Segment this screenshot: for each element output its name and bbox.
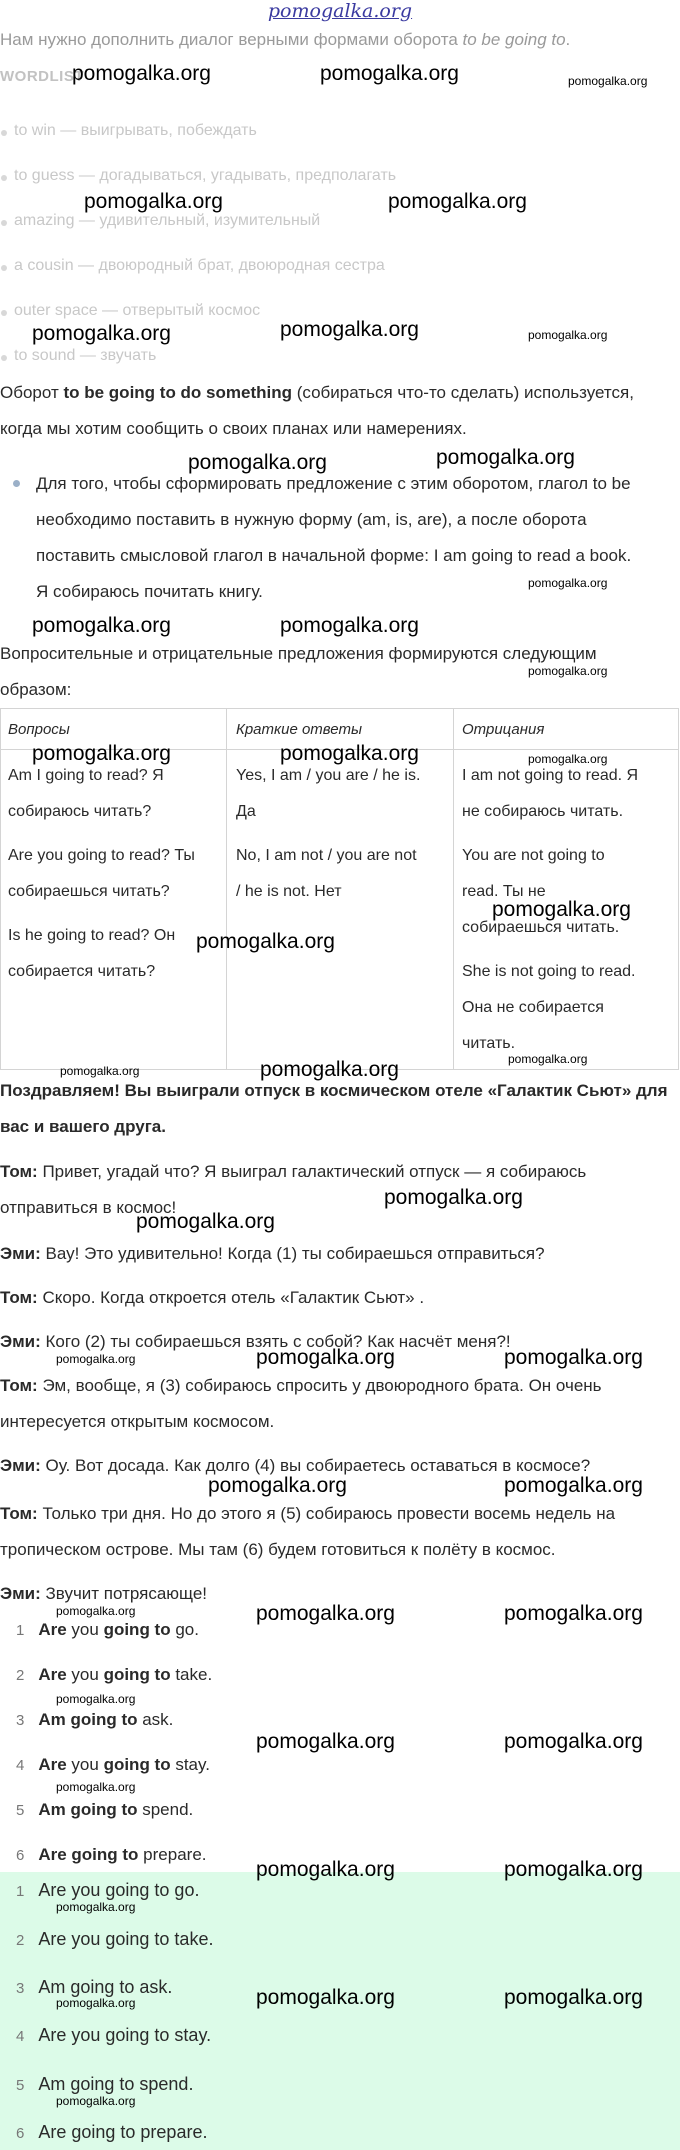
wordlist-item: to win — выигрывать, побеждать [14, 122, 257, 139]
wordlist-item: to guess — догадываться, угадывать, предполагать [14, 167, 397, 184]
watermark-text: pomogalka.org [568, 74, 648, 88]
watermark-text: pomogalka.org [260, 1058, 399, 1081]
watermark-text: pomogalka.org [84, 190, 223, 213]
watermark-text: pomogalka.org [280, 742, 419, 765]
watermark-text: pomogalka.org [504, 1858, 643, 1881]
table-cell-short-answers: Yes, I am / you are / he is. Да No, I am not / you are not / he is not. Нет [236, 767, 421, 900]
answer-item: 5 Am going to spend. [16, 1800, 194, 1819]
task-intro: Нам нужно дополнить диалог верными формами оборота to be going to. [0, 30, 571, 49]
table-header-questions: Вопросы [8, 721, 70, 738]
watermark-text: pomogalka.org [388, 190, 527, 213]
dialog-line: Эми: Оу. Вот досада. Как долго (4) вы собираетесь оставаться в космосе? [0, 1456, 591, 1475]
watermark-text: pomogalka.org [528, 664, 608, 678]
table-header-negations: Отрицания [462, 721, 545, 738]
watermark-text: pomogalka.org [208, 1474, 347, 1497]
answer-item: 6 Are going to prepare. [16, 1845, 207, 1864]
watermark-text: pomogalka.org [256, 1858, 395, 1881]
watermark-text: pomogalka.org [280, 318, 419, 341]
bullet-dot [13, 480, 20, 487]
watermark-text: pomogalka.org [60, 1064, 140, 1078]
dialog-line: Эми: Кого (2) ты собираешься взять с собой? Как насчёт меня?! [0, 1332, 511, 1351]
dialog-line: Эми: Звучит потрясающе! [0, 1584, 208, 1603]
watermark-text: pomogalka.org [492, 898, 631, 921]
answer-item: 4 Are you going to stay. [16, 1755, 210, 1774]
watermark-text: pomogalka.org [56, 1604, 136, 1618]
watermark-text: pomogalka.org [56, 2094, 136, 2108]
watermark-text: pomogalka.org [320, 62, 459, 85]
rule-bullet: Для того, чтобы сформировать предложение с этим оборотом, глагол to be необходимо поставить в нужную форму (am, is, are), а после оборота поставить смысловой глагол в начальной форме: I am going to read a book. Я собираюсь почитать книгу. [36, 474, 632, 601]
answer-item: 3 Am going to ask. [16, 1710, 174, 1729]
watermark-text: pomogalka.org [188, 451, 327, 474]
final-answer-item: 4 Are you going to stay. [16, 2025, 212, 2045]
table-cell-questions: Am I going to read? Я собираюсь читать? Are you going to read? Ты собираешься читать? Is he going to read? Он собирается читать? [8, 767, 195, 980]
wordlist-label: WORDLIST [0, 68, 84, 85]
watermark-text: pomogalka.org [56, 1996, 136, 2010]
watermark-text: pomogalka.org [384, 1186, 523, 1209]
watermark-text: pomogalka.org [56, 1900, 136, 1914]
watermark-text: pomogalka.org [508, 1052, 588, 1066]
watermark-text: pomogalka.org [32, 742, 171, 765]
watermark-text: pomogalka.org [196, 930, 335, 953]
watermark-text: pomogalka.org [56, 1692, 136, 1706]
watermark-text: pomogalka.org [528, 328, 608, 342]
table-divider [453, 708, 454, 1070]
wordlist-item: amazing — удивительный, изумительный [14, 212, 321, 229]
congrats-text: Поздравляем! Вы выиграли отпуск в космическом отеле «Галактик Сьют» для вас и вашего друга. [0, 1081, 668, 1136]
watermark-text: pomogalka.org [256, 1602, 395, 1625]
watermark-text: pomogalka.org [504, 1474, 643, 1497]
dialog-line: Том: Скоро. Когда откроется отель «Галактик Сьют» . [0, 1288, 425, 1307]
forms-intro: Вопросительные и отрицательные предложения формируются следующим образом: [0, 644, 597, 699]
watermark-text: pomogalka.org [280, 614, 419, 637]
wordlist-item: a cousin — двоюродный брат, двоюродная сестра [14, 257, 385, 274]
watermark-text: pomogalka.org [256, 1730, 395, 1753]
dialog-line: Эми: Вау! Это удивительно! Когда (1) ты собираешься отправиться? [0, 1244, 545, 1263]
watermark-text: pomogalka.org [256, 1986, 395, 2009]
final-answer-item: 1 Are you going to go. [16, 1880, 200, 1900]
final-answer-item: 2 Are you going to take. [16, 1929, 214, 1949]
watermark-text: pomogalka.org [256, 1346, 395, 1369]
watermark-text: pomogalka.org [504, 1730, 643, 1753]
final-answer-item: 6 Are going to prepare. [16, 2122, 208, 2142]
watermark-text: pomogalka.org [56, 1352, 136, 1366]
answer-item: 1 Are you going to go. [16, 1620, 199, 1639]
rule-paragraph: Оборот to be going to do something (собираться что-то сделать) используется, когда мы хотим сообщить о своих планах или намерениях. [0, 383, 634, 438]
watermark-text: pomogalka.org [136, 1210, 275, 1233]
dialog-line: Том: Привет, угадай что? Я выиграл галактический отпуск — я собираюсь отправиться в космос! [0, 1162, 587, 1217]
watermark-text: pomogalka.org [504, 1986, 643, 2009]
dialog-line: Том: Эм, вообще, я (3) собираюсь спросить у двоюродного брата. Он очень интересуется открытым космосом. [0, 1376, 602, 1431]
dialog-line: Том: Только три дня. Но до этого я (5) собираюсь провести восемь недель на тропическом острове. Мы там (6) будем готовиться к полёту в космос. [0, 1504, 616, 1559]
watermark-text: pomogalka.org [32, 614, 171, 637]
table-cell-negations: I am not going to read. Я не собираюсь читать. You are not going to read. Ты не собираешься читать. She is not going to read. Она не собирается читать. [462, 767, 639, 1052]
final-answer-item: 3 Am going to ask. [16, 1977, 173, 1997]
watermark-text: pomogalka.org [504, 1346, 643, 1369]
watermark-text: pomogalka.org [436, 446, 575, 469]
table-divider [226, 708, 227, 1070]
watermark-text: pomogalka.org [72, 62, 211, 85]
table-header-short-answers: Краткие ответы [236, 721, 362, 738]
watermark-text: pomogalka.org [528, 576, 608, 590]
watermark-text: pomogalka.org [504, 1602, 643, 1625]
watermark-text: pomogalka.org [528, 752, 608, 766]
site-title-link[interactable]: pomogalka.org [267, 0, 413, 22]
wordlist-item: to sound — звучать [14, 347, 157, 364]
watermark-text: pomogalka.org [32, 322, 171, 345]
answer-item: 2 Are you going to take. [16, 1665, 213, 1684]
final-answer-item: 5 Am going to spend. [16, 2074, 194, 2094]
wordlist-item: outer space — отверытый космос [14, 302, 261, 319]
watermark-text: pomogalka.org [56, 1780, 136, 1794]
